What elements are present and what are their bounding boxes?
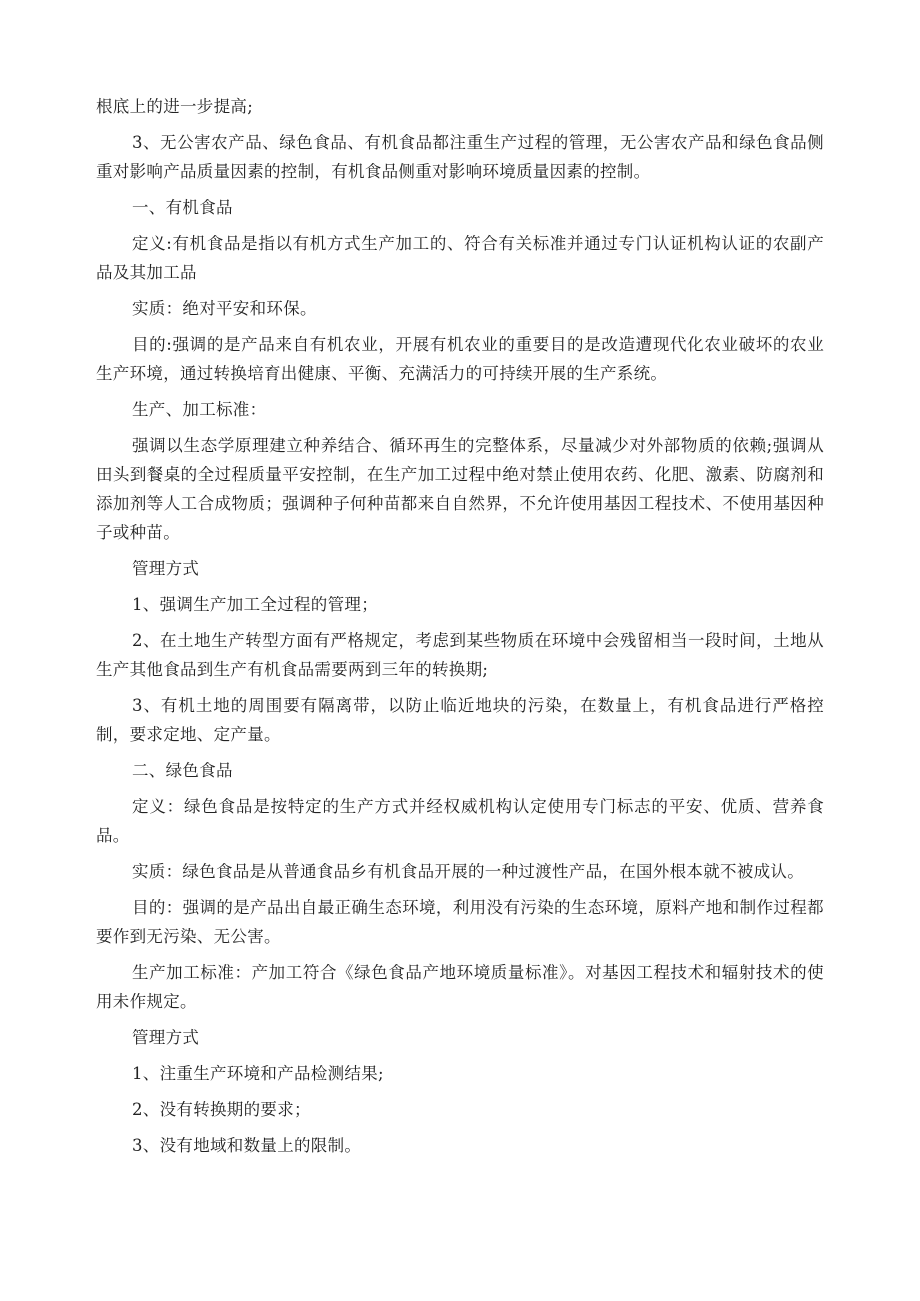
list-item-organic-management-1: 1、强调生产加工全过程的管理； — [132, 595, 378, 614]
paragraph-continuation: 根底上的进一步提高; — [96, 97, 254, 116]
subheading-green-management: 管理方式 — [132, 1028, 200, 1047]
list-item-green-management-2: 2、没有转换期的要求； — [132, 1100, 311, 1119]
paragraph-organic-essence: 实质：绝对平安和环保。 — [132, 299, 317, 318]
paragraph-green-definition: 定义：绿色食品是按特定的生产方式并经权威机构认定使用专门标志的平安、优质、营养食品。 — [96, 797, 824, 845]
section-heading-green-food: 二、绿色食品 — [132, 761, 233, 780]
section-heading-organic-food: 一、有机食品 — [132, 198, 233, 217]
paragraph-green-purpose: 目的：强调的是产品出自最正确生态环境，利用没有污染的生态环境，原料产地和制作过程都要作到无污染、无公害。 — [96, 898, 824, 946]
paragraph-organic-standards-body: 强调以生态学原理建立种养结合、循环再生的完整体系，尽量减少对外部物质的依赖;强调从田头到餐桌的全过程质量平安控制，在生产加工过程中绝对禁止使用农药、化肥、激素、防腐剂和添加剂等人工合成物质；强调种子何种苗都来自自然界，不允许使用基因工程技术、不使用基因种子或种苗。 — [96, 436, 824, 542]
paragraph-point-3-process-management: 3、无公害农产品、绿色食品、有机食品都注重生产过程的管理，无公害农产品和绿色食品侧重对影响产品质量因素的控制，有机食品侧重对影响环境质量因素的控制。 — [96, 133, 824, 181]
subheading-organic-standards: 生产、加工标准： — [132, 400, 267, 419]
paragraph-organic-definition: 定义:有机食品是指以有机方式生产加工的、符合有关标准并通过专门认证机构认证的农副产品及其加工品 — [96, 234, 824, 282]
list-item-organic-management-2: 2、在土地生产转型方面有严格规定，考虑到某些物质在环境中会残留相当一段时间，土地从生产其他食品到生产有机食品需要两到三年的转换期; — [96, 631, 824, 679]
paragraph-organic-purpose: 目的:强调的是产品来自有机农业，开展有机农业的重要目的是改造遭现代化农业破坏的农业生产环境，通过转换培育出健康、平衡、充满活力的可持续开展的生产系统。 — [96, 335, 824, 383]
paragraph-green-standards: 生产加工标准：产加工符合《绿色食品产地环境质量标准》。对基因工程技术和辐射技术的使用未作规定。 — [96, 963, 824, 1011]
subheading-organic-management: 管理方式 — [132, 559, 200, 578]
list-item-organic-management-3: 3、有机土地的周围要有隔离带，以防止临近地块的污染，在数量上，有机食品进行严格控制，要求定地、定产量。 — [96, 696, 824, 744]
list-item-green-management-3: 3、没有地域和数量上的限制。 — [132, 1136, 362, 1155]
list-item-green-management-1: 1、注重生产环境和产品检测结果; — [132, 1064, 384, 1083]
paragraph-green-essence: 实质：绿色食品是从普通食品乡有机食品开展的一种过渡性产品，在国外根本就不被成认。 — [132, 862, 804, 881]
